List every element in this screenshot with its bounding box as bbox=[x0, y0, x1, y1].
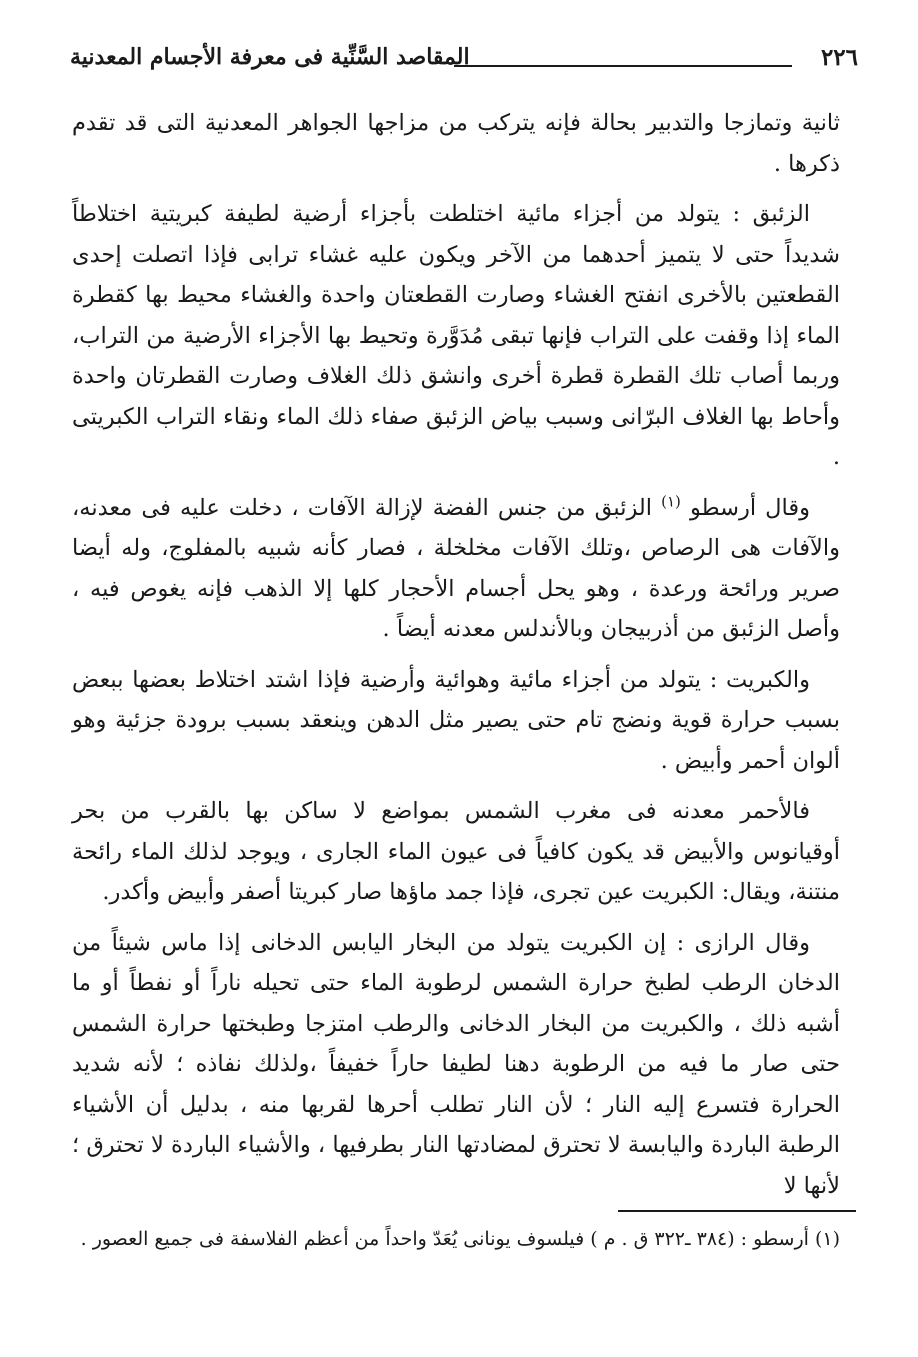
footnote-marker[interactable]: (١) bbox=[661, 492, 681, 510]
footnote: (١) أرسطو : (٣٨٤ ـ٣٢٢ ق . م ) فيلسوف يونانى يُعَدّ واحداً من أعظم الفلاسفة فى جميع العصور . bbox=[80, 1228, 840, 1250]
paragraph-aristotle bbox=[72, 488, 840, 650]
paragraph-intro: ثانية وتمازجا والتدبير بحالة فإنه يتركب من مزاجها الجواهر المعدنية التى قد تقدم ذكرها . bbox=[72, 110, 840, 177]
header-rule bbox=[454, 65, 792, 67]
page-number: ٢٢٦ bbox=[820, 44, 858, 71]
aristotle-lead: وقال أرسطو bbox=[690, 494, 810, 521]
paragraph-razi: وقال الرازى : إن الكبريت يتولد من البخار اليابس الدخانى إذا ماس شيئاً من الدخان الرطب لطبخ حرارة الشمس لرطوبة الماء حتى تحيله ناراً أو نفطاً أو ما أشبه ذلك ، والكبريت من البخار الدخانى والرطب امتزجا وطبختها حرارة الشمس حتى صار ما فيه من الرطوبة دهنا لطيفا حاراً خفيفاً ،ولذلك نفاذه ؛ لأنه شديد الحرارة فتسرع إليه النار ؛ لأن النار تطلب أحرها لقربها منه ، بدليل أن الأشياء الرطبة الباردة واليابسة لا تحترق لمضادتها النار بطرفيها ، والأشياء الباردة لا تحترق ؛ لأنها لا bbox=[72, 929, 840, 1199]
paragraph-red-sulfur: فالأحمر معدنه فى مغرب الشمس بمواضع لا ساكن بها بالقرب من بحر أوقيانوس والأبيض قد يكون كافياً فى عيون الماء الجارى ، ويوجد لذلك الماء رائحة منتنة، ويقال: الكبريت عين تجرى، فإذا جمد ماؤها صار كبريتا أصفر وأبيض وأكدر. bbox=[72, 798, 840, 905]
aristotle-text: الزئبق من جنس الفضة لإزالة الآفات ، دخلت عليه فى معدنه، والآفات هى الرصاص ،وتلك الآفات مخلخلة ، فصار كأنه شبيه بالمفلوج، وله أيضا صرير ورائحة ورعدة ، وهو يحل أجسام الأحجار كلها إلا الذهب فإنه يغوص فيه ، وأصل الزئبق من أذربيجان وبالأندلس معدنه أيضاً . bbox=[72, 494, 840, 642]
body-text bbox=[72, 103, 840, 1216]
page-header bbox=[70, 40, 858, 80]
footnote-rule bbox=[618, 1210, 856, 1212]
paragraph-mercury: الزئبق : يتولد من أجزاء مائية اختلطت بأجزاء أرضية لطيفة كبريتية اختلاطاً شديداً حتى لا يتميز أحدهما من الآخر ويكون عليه غشاء ترابى فإذا اتصلت إحدى القطعتين بالأخرى انفتح الغشاء وصارت القطعتان واحدة والغشاء محيط بها كقطرة الماء إذا وقفت على التراب فإنها تبقى مُدَوَّرة وتحيط بها الأجزاء الأرضية من التراب، وربما أصاب تلك القطرة قطرة أخرى وانشق ذلك الغلاف وصارت القطرتان واحدة وأحاط بها الغلاف البرّانى وسبب بياض الزئبق صفاء ذلك الماء ونقاء التراب الكبريتى . bbox=[72, 201, 840, 470]
running-title: المقاصد السَّنِّية فى معرفة الأجسام المعدنية bbox=[70, 44, 470, 70]
paragraph-sulfur: والكبريت : يتولد من أجزاء مائية وهوائية وأرضية فإذا اشتد اختلاط بعضها ببعض بسبب حرارة قوية ونضج تام حتى يصير مثل الدهن وينعقد بسبب برودة جزئية وهو ألوان أحمر وأبيض . bbox=[72, 666, 840, 774]
